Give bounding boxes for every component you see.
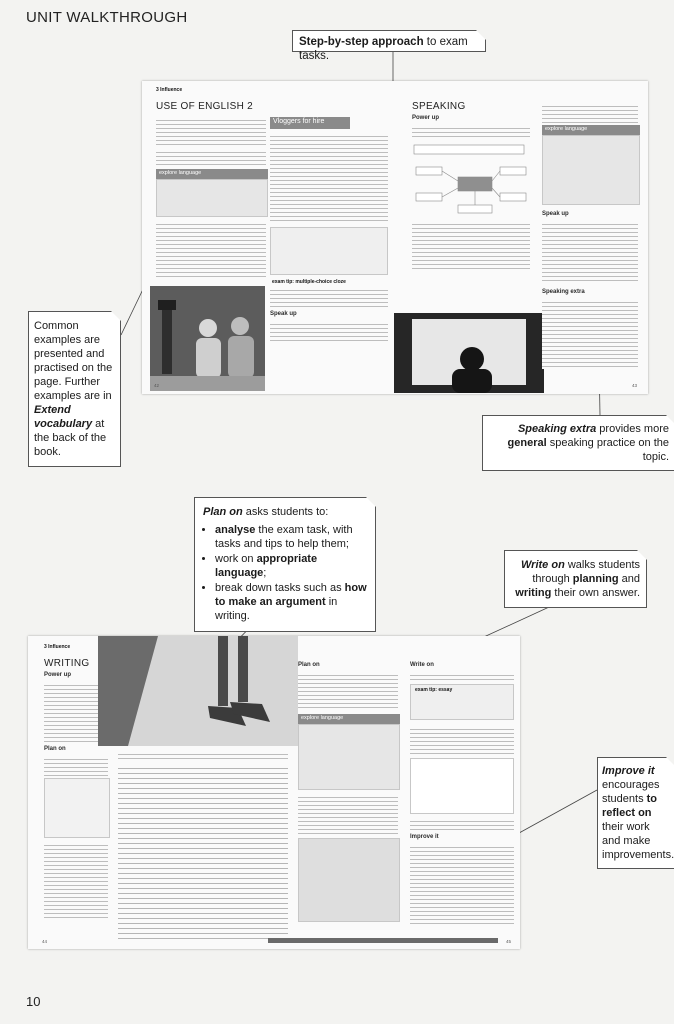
text-block [412,221,530,271]
callout-write-on-italic: Write on [521,559,565,571]
spread-title-writing: WRITING [44,658,90,669]
callout-speaking-extra-text-end: speaking practice on the topic. [546,437,669,463]
page-header: UNIT WALKTHROUGH [26,9,188,26]
callout-improve-it-bold: to reflect on [602,793,658,819]
notes-box [44,778,110,838]
explore-language-band: explore language [298,714,400,724]
text-block [156,149,266,167]
high-heels-icon [98,636,298,746]
callout-step-text: to exam tasks. [299,36,468,62]
improve-it-heading: Improve it [410,834,439,840]
explore-language-box [156,179,268,217]
text-block [542,221,638,281]
article-text [270,133,388,223]
callout-write-on-text: walks students through [532,559,640,585]
callout-improve-it-text: encourages students [602,779,660,805]
item-text: break down tasks such as [215,582,345,594]
item-bold: analyse [215,524,256,536]
unit-label: 3 Influence [44,644,71,650]
callout-plan-on-italic: Plan on [203,506,243,518]
spread-use-of-english-speaking [142,81,648,394]
text-block [542,103,638,123]
callout-improve-it-text: their work and make improvements. [602,821,674,861]
callout-plan-on-intro: asks students to: [242,506,329,518]
callout-improve-it-italic: Improve it [602,765,655,777]
vlogger-silhouettes-icon [150,286,265,391]
speaking-extra-heading: Speaking extra [542,289,585,295]
page-number-right: 43 [632,383,638,388]
callout-plan-on-list [203,523,367,623]
callout-step-bold: Step-by-step approach [299,36,424,48]
callout-plan-on [194,497,376,632]
item-bold: appropriate language [215,553,318,579]
text-block [410,726,514,756]
text-block [156,117,266,147]
exam-tip-label: exam tip: multiple-choice cloze [272,279,346,285]
power-up-heading: Power up [44,672,72,678]
photo-tv-viewer [394,313,544,393]
text-block [298,794,398,834]
spread-writing [28,636,520,949]
explore-language-box [298,724,400,790]
item-text: in writing. [215,596,338,622]
item-text: the exam task, with tasks and tips to help them; [215,524,353,550]
callout-plan-on-item [215,581,367,623]
write-on-heading: Write on [410,662,434,668]
unit-label: 3 Influence [156,87,183,93]
callout-common-text: Common examples are presented and practised on the page. Further examples are in [34,320,113,402]
mind-map-diagram [412,141,532,219]
text-block [410,818,514,830]
spread-title-speaking: SPEAKING [412,101,466,112]
page-number-left: 42 [154,383,160,388]
callout-speaking-extra-bold: general [507,437,547,449]
callout-speaking-extra [482,415,674,471]
callout-improve-it [597,757,674,869]
callout-write-on [504,550,647,608]
page-number: 10 [26,994,41,1009]
gapfill-box [298,838,400,922]
power-up-heading: Power up [412,115,440,121]
text-block [270,287,388,307]
text-block [410,672,514,682]
callout-speaking-extra-text: provides more [596,423,669,435]
text-block [270,321,388,343]
explore-language-band: explore language [542,125,640,135]
text-block [156,221,266,279]
callout-plan-on-item [215,552,367,580]
explore-language-box [542,135,640,205]
plan-on-heading: Plan on [298,662,320,668]
paragraph-plan-table [410,758,514,814]
plan-on-heading-left: Plan on [44,746,66,752]
page-number-left: 44 [42,939,48,944]
photo-shoes [98,636,298,746]
text-block [44,756,108,776]
callout-common-italic: Extend vocabulary [34,404,93,430]
text-block [410,844,514,926]
callout-write-on-text: and [618,573,640,585]
item-text: work on [215,553,257,565]
text-block [298,672,398,710]
callout-write-on-bold: planning [572,573,619,585]
footer-strip [268,938,498,943]
item-bold: how to make an argument [215,582,367,608]
answer-options-grid [270,227,388,275]
exam-tip-label: exam tip: essay [415,687,453,693]
callout-common-text-end: at the back of the book. [34,418,107,458]
exam-tip-box [410,684,514,720]
callout-write-on-text: their own answer. [551,587,640,599]
speak-up-heading: Speak up [270,311,297,317]
callout-plan-on-item [215,523,367,551]
text-block [412,125,530,139]
callout-write-on-bold: writing [515,587,552,599]
speak-up-heading: Speak up [542,211,569,217]
task-text [118,751,288,761]
photo-vloggers [150,286,265,391]
text-block [44,842,108,918]
explore-language-band: explore language [156,169,268,179]
tv-viewer-icon [394,313,544,393]
item-text: ; [263,567,267,579]
model-essay [118,764,288,939]
callout-step-by-step [292,30,486,62]
callout-common-examples [28,311,121,467]
leader-improve-it [510,790,597,838]
article-title: Vloggers for hire [270,117,350,129]
text-block [542,299,638,369]
spread-title-use-of-english: USE OF ENGLISH 2 [156,101,254,112]
callout-speaking-extra-italic: Speaking extra [517,423,597,435]
page-number-right: 45 [506,939,512,944]
